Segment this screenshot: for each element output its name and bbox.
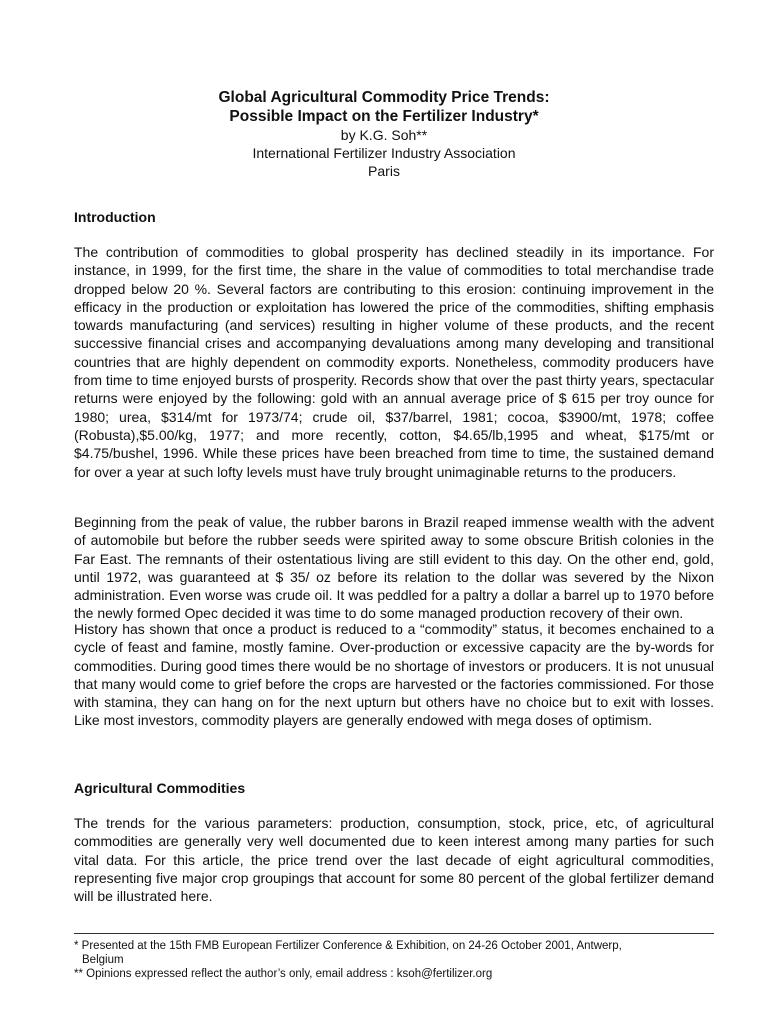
footnote-1: * Presented at the 15th FMB European Fertilizer Conference & Exhibition, on 24-26 October 2001, Antwerp, <box>74 940 622 952</box>
footnote-divider <box>74 933 714 934</box>
paragraph-1: The contribution of commodities to global prosperity has declined steadily in its importance. For instance, in 1999, for the first time, the share in the value of commodities to total merchandise trade dropped below 20 %. Several factors are contributing to this erosion: continuing improvement in the efficacy in the production or exploitation has lowered the price of the commodities, shifting emphasis towards manufacturing (and services) resulting in higher volume of these products, and the recent successive financial crises and accompanying devaluations among many developing and transitional countries that are highly dependent on commodity exports. Nonetheless, commodity producers have from time to time enjoyed bursts of prosperity. Records show that over the past thirty years, spectacular returns were enjoyed by the following: gold with an annual average price of $ 615 per troy ounce for 1980; urea, $314/mt for 1973/74; crude oil, $37/barrel, 1981; cocoa, $3900/mt, 1978; coffee (Robusta),$5.00/kg, 1977; and more recently, cotton, $4.65/lb,1995 and wheat, $175/mt or $4.75/bushel, 1996. While these prices have been breached from time to time, the sustained demand for over a year at such lofty levels must have truly brought unimaginable returns to the producers. <box>74 244 714 480</box>
organization-name: International Fertilizer Industry Association <box>252 145 516 161</box>
title-block <box>0 88 768 180</box>
footnote-1-continuation: Belgium <box>82 954 124 966</box>
paragraph-3: History has shown that once a product is reduced to a “commodity” status, it becomes enchained to a cycle of feast and famine, mostly famine. Over-production or excessive capacity are the by-words for commodities. During good times there would be no shortage of investors or producers. It is not unusual that many would come to grief before the crops are harvested or the factories commissioned. For those with stamina, they can hang on for the next upturn but others have no choice but to exit with losses. Like most investors, commodity players are generally endowed with mega doses of optimism. <box>74 621 714 729</box>
organization-city: Paris <box>368 163 400 179</box>
footnotes <box>74 939 714 981</box>
paragraph-4: The trends for the various parameters: production, consumption, stock, price, etc, of agricultural commodities are generally very well documented due to keen interest among many parties for such vital data. For this article, the price trend over the last decade of eight agricultural commodities, representing five major crop groupings that account for some 80 percent of the global fertilizer demand will be illustrated here. <box>74 815 714 905</box>
title-line-2: Possible Impact on the Fertilizer Industry* <box>229 108 539 125</box>
agricultural-commodities-heading: Agricultural Commodities <box>74 780 246 796</box>
paragraph-2: Beginning from the peak of value, the rubber barons in Brazil reaped immense wealth with the advent of automobile but before the rubber seeds were spirited away to some obscure British colonies in the Far East. The remnants of their ostentatious living are still evident to this day. On the other end, gold, until 1972, was guaranteed at $ 35/ oz before its relation to the dollar was severed by the Nixon administration. Even worse was crude oil. It was peddled for a paltry a dollar a barrel up to 1970 before the newly formed Opec decided it was time to do some managed production recovery of their own. <box>74 514 714 622</box>
footnote-2: ** Opinions expressed reflect the author’s only, email address : ksoh@fertilizer.org <box>74 968 493 980</box>
title-line-1: Global Agricultural Commodity Price Trends: <box>218 89 550 106</box>
author-byline: by K.G. Soh** <box>340 127 428 143</box>
introduction-heading: Introduction <box>74 209 156 225</box>
